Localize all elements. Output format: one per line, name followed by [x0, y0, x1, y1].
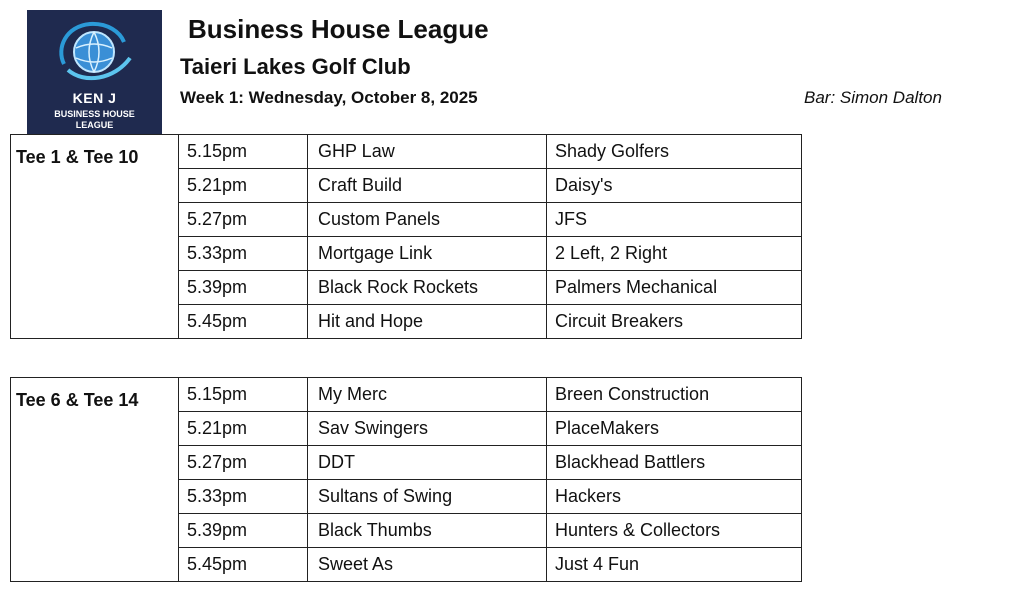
team-home: Sultans of Swing [308, 480, 547, 514]
team-away: Hackers [547, 480, 802, 514]
tee-time: 5.15pm [179, 378, 308, 412]
team-home: My Merc [308, 378, 547, 412]
club-name: Taieri Lakes Golf Club [180, 54, 411, 79]
team-away: Breen Construction [547, 378, 802, 412]
table-row [11, 135, 802, 169]
team-away: 2 Left, 2 Right [547, 237, 802, 271]
team-away: Palmers Mechanical [547, 271, 802, 305]
team-away: PlaceMakers [547, 412, 802, 446]
logo-text-line3: LEAGUE [75, 120, 114, 130]
table-row [11, 378, 802, 412]
team-home: Sweet As [308, 548, 547, 582]
tee-time: 5.45pm [179, 305, 308, 339]
tee-time: 5.33pm [179, 237, 308, 271]
team-away: Blackhead Battlers [547, 446, 802, 480]
tee-time: 5.45pm [179, 548, 308, 582]
team-away: JFS [547, 203, 802, 237]
tee-label: Tee 6 & Tee 14 [11, 378, 179, 582]
team-home: Black Rock Rockets [308, 271, 547, 305]
logo-text-line1: KEN J [72, 90, 117, 106]
globe-icon [54, 18, 134, 88]
team-home: Mortgage Link [308, 237, 547, 271]
tee-schedule-table-1 [10, 134, 802, 339]
tee-time: 5.27pm [179, 203, 308, 237]
tee-label: Tee 1 & Tee 10 [11, 135, 179, 339]
team-home: DDT [308, 446, 547, 480]
logo-text-line2: BUSINESS HOUSE [54, 109, 135, 119]
tee-time: 5.27pm [179, 446, 308, 480]
team-away: Circuit Breakers [547, 305, 802, 339]
tee-time: 5.33pm [179, 480, 308, 514]
week-date: Week 1: Wednesday, October 8, 2025 [180, 88, 478, 107]
team-away: Daisy's [547, 169, 802, 203]
tee-time: 5.21pm [179, 412, 308, 446]
bar-duty: Bar: Simon Dalton [804, 88, 942, 107]
team-home: Sav Swingers [308, 412, 547, 446]
team-home: Custom Panels [308, 203, 547, 237]
tee-time: 5.15pm [179, 135, 308, 169]
team-home: Black Thumbs [308, 514, 547, 548]
page-title: Business House League [188, 14, 489, 44]
league-logo [27, 10, 162, 134]
tee-time: 5.39pm [179, 514, 308, 548]
team-away: Hunters & Collectors [547, 514, 802, 548]
team-home: Hit and Hope [308, 305, 547, 339]
tee-time: 5.21pm [179, 169, 308, 203]
team-home: GHP Law [308, 135, 547, 169]
team-away: Shady Golfers [547, 135, 802, 169]
tee-schedule-table-2 [10, 377, 802, 582]
tee-time: 5.39pm [179, 271, 308, 305]
team-home: Craft Build [308, 169, 547, 203]
team-away: Just 4 Fun [547, 548, 802, 582]
